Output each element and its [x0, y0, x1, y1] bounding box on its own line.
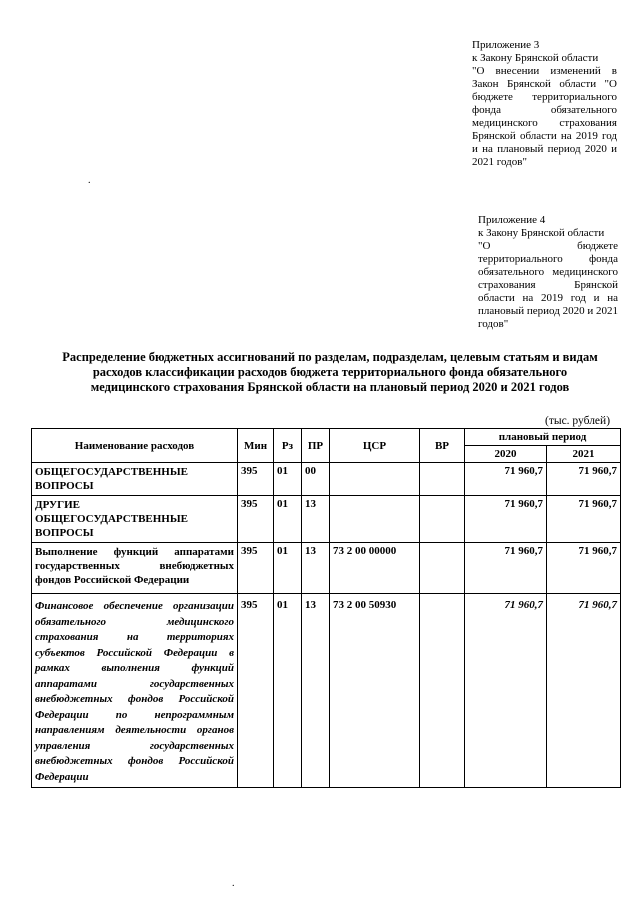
units-label: (тыс. рублей)	[545, 415, 611, 427]
budget-table	[31, 428, 621, 788]
row-min: 395	[238, 543, 274, 594]
row-2021: 71 960,7	[547, 463, 621, 496]
row-name: Выполнение функций аппаратами государственных внебюджетных фондов Российской Федерации	[32, 543, 238, 594]
row-pr: 13	[302, 496, 330, 543]
scan-speck: .	[88, 175, 91, 186]
table-row	[32, 594, 621, 788]
row-2020: 71 960,7	[465, 463, 547, 496]
row-name: Финансовое обеспечение организации обязательного медицинского страхования на территориях субъектов Российской Федерации в рамках выполнения функций аппаратами государственных внебюджетных фондов Российской Федерации по непрограммным направлениям деятельности органов управления государственных внебюджетных фондов Российской Федерации	[32, 594, 238, 788]
annex-old-line: к Закону Брянской области	[478, 227, 605, 239]
row-2021: 71 960,7	[547, 594, 621, 788]
row-rz: 01	[274, 496, 302, 543]
row-pr: 13	[302, 594, 330, 788]
row-rz: 01	[274, 543, 302, 594]
row-csr: 73 2 00 50930	[330, 594, 420, 788]
header-period: плановый период	[465, 429, 621, 446]
header-name: Наименование расходов	[32, 429, 238, 463]
annex-new-block	[472, 39, 617, 169]
annex-old-line: "О бюджете территориального фонда обязательного медицинского страхования Брянской области на 2019 год и на плановый период 2020 и 2021 годов"	[478, 240, 618, 330]
row-2021: 71 960,7	[547, 543, 621, 594]
row-name: ДРУГИЕ ОБЩЕГОСУДАРСТВЕННЫЕ ВОПРОСЫ	[32, 496, 238, 543]
row-vr	[420, 543, 465, 594]
annex-old-line: Приложение 4	[478, 214, 546, 226]
row-csr: 73 2 00 00000	[330, 543, 420, 594]
header-pr: ПР	[302, 429, 330, 463]
row-2020: 71 960,7	[465, 496, 547, 543]
annex-new-line: к Закону Брянской области	[472, 52, 599, 64]
row-vr	[420, 463, 465, 496]
row-vr	[420, 496, 465, 543]
row-csr	[330, 463, 420, 496]
annex-new-line: "О внесении изменений в Закон Брянской области "О бюджете территориального фонда обязательного медицинского страхования Брянской области на 2019 год и на плановый период 2020 и 2021 годов"	[472, 65, 617, 168]
row-min: 395	[238, 496, 274, 543]
row-pr: 00	[302, 463, 330, 496]
scan-speck: .	[232, 878, 235, 889]
header-2020: 2020	[465, 446, 547, 463]
row-name: ОБЩЕГОСУДАРСТВЕННЫЕ ВОПРОСЫ	[32, 463, 238, 496]
header-csr: ЦСР	[330, 429, 420, 463]
document-title: Распределение бюджетных ассигнований по разделам, подразделам, целевым статьям и видам расходов классификации расходов бюджета территориального фонда обязательного медицинского страхования Брянской области на плановый период 2020 и 2021 годов	[62, 350, 598, 394]
header-2021: 2021	[547, 446, 621, 463]
annex-old-block	[478, 214, 618, 331]
header-min: Мин	[238, 429, 274, 463]
header-rz: Рз	[274, 429, 302, 463]
table-row	[32, 496, 621, 543]
annex-new-line: Приложение 3	[472, 39, 540, 51]
header-vr: ВР	[420, 429, 465, 463]
row-min: 395	[238, 463, 274, 496]
row-2020: 71 960,7	[465, 594, 547, 788]
table-row	[32, 463, 621, 496]
row-min: 395	[238, 594, 274, 788]
row-2021: 71 960,7	[547, 496, 621, 543]
table-row	[32, 543, 621, 594]
row-vr	[420, 594, 465, 788]
row-rz: 01	[274, 463, 302, 496]
row-pr: 13	[302, 543, 330, 594]
row-csr	[330, 496, 420, 543]
row-rz: 01	[274, 594, 302, 788]
row-2020: 71 960,7	[465, 543, 547, 594]
